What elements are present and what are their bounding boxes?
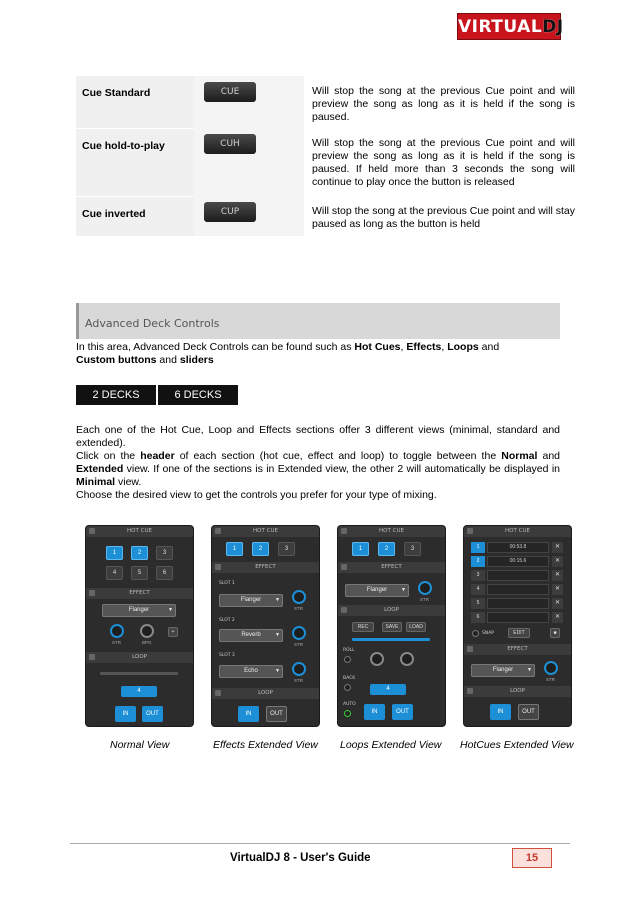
hotcue-pad: 3 bbox=[156, 546, 173, 560]
hot-cue-header: HOT CUE bbox=[86, 526, 193, 537]
loop-in-button: IN bbox=[364, 704, 385, 720]
hotcue-time: 00:15.6 bbox=[487, 556, 549, 567]
slot-label: SLOT 3 bbox=[219, 653, 235, 658]
virtualdj-logo: VIRTUALDJ bbox=[457, 13, 561, 40]
loop-progress bbox=[100, 672, 178, 675]
hotcue-row bbox=[471, 556, 567, 567]
table-row bbox=[76, 76, 579, 128]
effect-knob bbox=[544, 661, 558, 675]
loop-out-button: OUT bbox=[518, 704, 539, 720]
hotcue-pad: 4 bbox=[106, 566, 123, 580]
cue-modes-table bbox=[76, 76, 579, 237]
hotcue-time bbox=[487, 570, 549, 581]
loop-header: LOOP bbox=[212, 688, 319, 699]
lock-icon: ■ bbox=[550, 628, 560, 638]
hotcue-number: 6 bbox=[471, 612, 485, 623]
side-label: AUTO bbox=[343, 702, 356, 707]
hot-cue-header: HOT CUE bbox=[464, 526, 571, 537]
loop-out-button: OUT bbox=[142, 706, 163, 722]
add-icon: + bbox=[168, 627, 178, 637]
footer-divider bbox=[70, 843, 570, 844]
hotcue-row bbox=[471, 542, 567, 553]
hotcue-pad: 6 bbox=[156, 566, 173, 580]
loop-out-button: OUT bbox=[266, 706, 287, 722]
hotcue-time bbox=[487, 598, 549, 609]
section-header bbox=[76, 303, 560, 339]
knob-label: STR bbox=[112, 640, 121, 645]
delete-icon: ✕ bbox=[552, 542, 563, 553]
auto-toggle bbox=[344, 710, 351, 717]
cue-button: CUE bbox=[204, 82, 256, 102]
hotcue-pad: 1 bbox=[226, 542, 243, 556]
hotcue-pad: 3 bbox=[278, 542, 295, 556]
footer-title: VirtualDJ 8 - User's Guide bbox=[230, 852, 371, 864]
knob-label: STR bbox=[546, 677, 555, 682]
slot-label: SLOT 1 bbox=[219, 581, 235, 586]
roll-toggle bbox=[344, 656, 351, 663]
hotcue-row bbox=[471, 598, 567, 609]
delete-icon: ✕ bbox=[552, 584, 563, 595]
loop-in-button: IN bbox=[238, 706, 259, 722]
delete-icon: ✕ bbox=[552, 612, 563, 623]
intro-paragraph: In this area, Advanced Deck Controls can be found such as Hot Cues, Effects, Loops and Custom buttons and sliders bbox=[76, 341, 500, 366]
effect-dropdown: Flanger ▼ bbox=[102, 604, 176, 617]
loop-out-button: OUT bbox=[392, 704, 413, 720]
table-row bbox=[76, 128, 579, 196]
caption-normal-view: Normal View bbox=[110, 739, 170, 751]
effect-knob bbox=[292, 590, 306, 604]
hotcue-pad: 1 bbox=[106, 546, 123, 560]
loop-header: LOOP bbox=[338, 605, 445, 616]
side-label: ROLL bbox=[343, 648, 355, 653]
hotcue-number: 4 bbox=[471, 584, 485, 595]
loop-load-button: LOAD bbox=[406, 622, 426, 632]
loop-in-button: IN bbox=[115, 706, 136, 722]
effect-dropdown: Flanger ▼ bbox=[219, 594, 283, 607]
effect-dropdown: Flanger ▼ bbox=[345, 584, 409, 597]
hot-cue-header: HOT CUE bbox=[338, 526, 445, 537]
hotcue-pad: 2 bbox=[252, 542, 269, 556]
hotcue-row bbox=[471, 584, 567, 595]
hotcue-number: 3 bbox=[471, 570, 485, 581]
views-paragraph: Each one of the Hot Cue, Loop and Effects sections offer 3 different views (minimal, standard and extended). Click on the header of each section (hot cue, effect and loop) to toggle between the Normal and Extended view. If one of the sections is in Extended view, the other 2 will automatically be displayed in Minimal view. Choose the desired view to get the controls you prefer for your type of mixing. bbox=[76, 424, 561, 501]
back-toggle bbox=[344, 684, 351, 691]
deck-layout-tabs bbox=[76, 385, 238, 405]
page-number: 15 bbox=[512, 848, 552, 868]
effect-knob bbox=[140, 624, 154, 638]
delete-icon: ✕ bbox=[552, 570, 563, 581]
loop-knob bbox=[400, 652, 414, 666]
cue-mode-description: Will stop the song at the previous Cue point and will preview the song as long as it is held if the song is paused. If held more than 3 seconds the song will continue to play once the button is released bbox=[312, 137, 575, 188]
loop-save-button: SAVE bbox=[382, 622, 402, 632]
hotcue-number: 5 bbox=[471, 598, 485, 609]
effect-header: EFFECT bbox=[212, 562, 319, 573]
slot-label: SLOT 2 bbox=[219, 618, 235, 623]
loop-size-stepper: 4 bbox=[121, 686, 157, 697]
cup-button: CUP bbox=[204, 202, 256, 222]
snap-toggle bbox=[472, 630, 479, 637]
effect-dropdown: Echo ▼ bbox=[219, 665, 283, 678]
knob-label: STR bbox=[294, 606, 303, 611]
hotcue-time bbox=[487, 584, 549, 595]
hotcues-extended-panel bbox=[464, 526, 571, 726]
caption-hotcues-extended: HotCues Extended View bbox=[460, 739, 574, 751]
loop-size-stepper: 4 bbox=[370, 684, 406, 695]
cue-mode-description: Will stop the song at the previous Cue point and will stay paused as long as the button is held bbox=[312, 205, 575, 230]
knob-label: STR bbox=[420, 597, 429, 602]
loop-knob bbox=[370, 652, 384, 666]
loop-in-button: IN bbox=[490, 704, 511, 720]
tab-2-decks: 2 DECKS bbox=[76, 385, 156, 405]
effect-knob bbox=[292, 626, 306, 640]
loop-header: LOOP bbox=[464, 686, 571, 697]
loop-header: LOOP bbox=[86, 652, 193, 663]
section-title: Advanced Deck Controls bbox=[85, 317, 220, 330]
hotcue-time: 00:53.8 bbox=[487, 542, 549, 553]
normal-view-panel bbox=[86, 526, 193, 726]
table-row bbox=[76, 196, 579, 236]
loops-extended-panel bbox=[338, 526, 445, 726]
effect-knob bbox=[110, 624, 124, 638]
hotcue-pad: 5 bbox=[131, 566, 148, 580]
hotcue-row bbox=[471, 570, 567, 581]
hot-cue-header: HOT CUE bbox=[212, 526, 319, 537]
cuh-button: CUH bbox=[204, 134, 256, 154]
effect-knob bbox=[292, 662, 306, 676]
cue-mode-description: Will stop the song at the previous Cue point and will preview the song as long as it is held if the song is paused. bbox=[312, 85, 575, 123]
side-label: BACK bbox=[343, 676, 356, 681]
hotcue-pad: 2 bbox=[131, 546, 148, 560]
delete-icon: ✕ bbox=[552, 556, 563, 567]
caption-effects-extended: Effects Extended View bbox=[213, 739, 318, 751]
effect-knob bbox=[418, 581, 432, 595]
loop-rec-button: REC bbox=[352, 622, 374, 632]
hotcue-pad: 2 bbox=[378, 542, 395, 556]
hotcue-number: 1 bbox=[471, 542, 485, 553]
effect-dropdown: Reverb ▼ bbox=[219, 629, 283, 642]
loop-progress bbox=[352, 638, 430, 641]
effect-header: EFFECT bbox=[338, 562, 445, 573]
snap-label: SNAP bbox=[482, 631, 495, 636]
knob-label: STR bbox=[294, 642, 303, 647]
delete-icon: ✕ bbox=[552, 598, 563, 609]
effect-header: EFFECT bbox=[464, 644, 571, 655]
hotcue-row bbox=[471, 612, 567, 623]
hotcue-pad: 3 bbox=[404, 542, 421, 556]
cue-mode-name: Cue inverted bbox=[76, 196, 194, 236]
effect-dropdown: Flanger ▼ bbox=[471, 664, 535, 677]
hotcue-time bbox=[487, 612, 549, 623]
knob-label: BPG bbox=[142, 640, 152, 645]
effects-extended-panel bbox=[212, 526, 319, 726]
effect-header: EFFECT bbox=[86, 588, 193, 599]
cue-mode-name: Cue Standard bbox=[76, 76, 194, 128]
caption-loops-extended: Loops Extended View bbox=[340, 739, 442, 751]
edit-button: EDIT bbox=[508, 628, 530, 638]
hotcue-pad: 1 bbox=[352, 542, 369, 556]
knob-label: STR bbox=[294, 678, 303, 683]
tab-6-decks: 6 DECKS bbox=[158, 385, 238, 405]
hotcue-number: 2 bbox=[471, 556, 485, 567]
cue-mode-name: Cue hold-to-play bbox=[76, 128, 194, 196]
